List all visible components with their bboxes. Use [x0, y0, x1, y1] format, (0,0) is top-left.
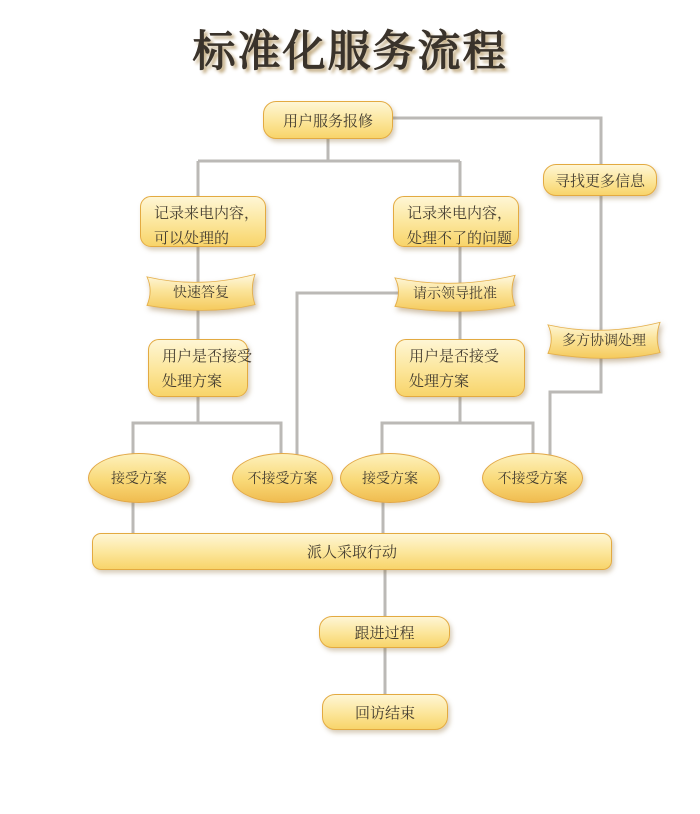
node-accept-plan-2: [340, 453, 440, 503]
node-user-accept-plan-left: [148, 339, 253, 397]
node-multi-party-coordination-label: 多方协调处理: [562, 332, 646, 348]
node-find-more-info: [543, 164, 657, 196]
node-ask-leader-approval-label: 请示领导批准: [413, 285, 497, 301]
node-reject-plan-2: [482, 453, 583, 503]
node-quick-reply-label: 快速答复: [173, 284, 229, 300]
node-user-service-report-label: 用户服务报修: [282, 112, 373, 130]
node-reject-plan-2-label: 不接受方案: [497, 470, 568, 486]
node-return-visit-end-label: 回访结束: [354, 704, 415, 722]
node-find-more-info-label: 寻找更多信息: [554, 172, 645, 190]
node-user-service-report: [263, 101, 393, 139]
node-dispatch-action: [92, 533, 612, 570]
node-accept-plan-1: [88, 453, 190, 503]
node-record-call-unhandleable: [393, 196, 519, 247]
node-follow-up-process: [319, 616, 450, 648]
node-record-call-handleable: [140, 196, 266, 247]
node-accept-plan-1-label: 接受方案: [111, 470, 167, 486]
node-multi-party-coordination: [548, 319, 660, 361]
node-record-call-unhandleable-label: 记录来电内容， 处理不了的问题: [407, 205, 513, 247]
node-reject-plan-1: [232, 453, 333, 503]
node-follow-up-process-label: 跟进过程: [354, 624, 415, 642]
node-reject-plan-1-label: 不接受方案: [247, 470, 318, 486]
node-user-accept-plan-right-label: 用户是否接受 处理方案: [409, 348, 500, 390]
node-record-call-handleable-label: 记录来电内容， 可以处理的: [154, 205, 260, 247]
node-return-visit-end: [322, 694, 448, 730]
page-title: 标准化服务流程: [192, 28, 508, 76]
node-dispatch-action-label: 派人采取行动: [306, 544, 397, 561]
node-ask-leader-approval: [395, 272, 515, 314]
node-user-accept-plan-left-label: 用户是否接受 处理方案: [162, 348, 253, 390]
node-user-accept-plan-right: [395, 339, 525, 397]
node-accept-plan-2-label: 接受方案: [362, 470, 418, 486]
node-quick-reply: [147, 271, 255, 313]
